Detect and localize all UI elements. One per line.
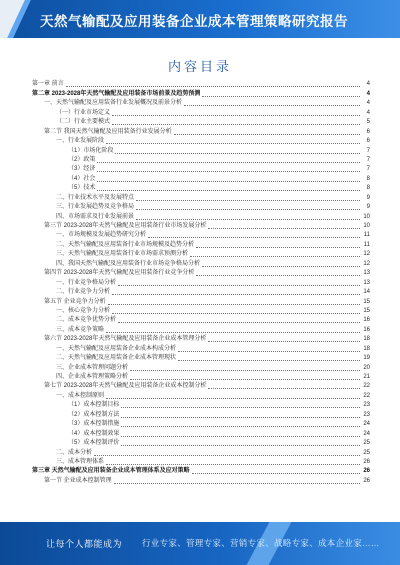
toc-entry[interactable] [32, 410, 370, 419]
toc-leader-dots [184, 104, 360, 106]
toc-entry-page: 18 [363, 336, 370, 343]
toc-leader-dots [94, 454, 360, 456]
toc-leader-dots [106, 331, 360, 333]
toc-leader-dots [112, 123, 360, 125]
toc-leader-dots [196, 246, 360, 248]
toc-entry-page: 26 [363, 458, 370, 465]
toc-entry-page: 20 [363, 364, 370, 371]
toc-leader-dots [97, 189, 360, 191]
toc-entry-page: 19 [363, 355, 370, 362]
toc-leader-dots [108, 303, 360, 305]
toc-entry-text: 一、行业发展阶段 [56, 138, 105, 145]
toc-leader-dots [121, 425, 360, 427]
toc-entry-text: 第四节 2023-2028年天然气输配及应用装备行业竞争分析 [44, 270, 195, 277]
toc-entry[interactable] [32, 174, 370, 183]
toc-entry[interactable] [32, 401, 370, 410]
toc-entry[interactable] [32, 297, 370, 306]
toc-leader-dots [190, 255, 360, 257]
toc-entry[interactable] [32, 127, 370, 136]
toc-leader-dots [106, 142, 360, 144]
toc-entry-page: 15 [363, 298, 370, 305]
toc-entry[interactable] [32, 184, 370, 193]
toc-leader-dots [196, 274, 360, 276]
toc-leader-dots [202, 265, 360, 267]
toc-entry-text: 第三节 2023-2028年天然气输配及应用装备行业市场发展分析 [44, 223, 207, 229]
toc-entry-page: 4 [366, 109, 370, 116]
toc-entry-text: 一、天然气输配及应用装备行业发展概况及前景分析 [44, 100, 183, 107]
toc-entry-text: 四、企业成本管理策略分析 [56, 374, 129, 380]
toc-leader-dots [121, 406, 360, 408]
toc-entry-page: 8 [366, 175, 370, 182]
toc-entry-text: （4）社会 [68, 175, 96, 182]
toc-entry-text: （5）成本控制评价 [68, 440, 120, 447]
toc-leader-dots [174, 133, 360, 135]
toc-leader-dots [208, 387, 360, 389]
toc-entry-page: 10 [363, 223, 370, 229]
toc-leader-dots [121, 444, 360, 446]
toc-leader-dots [130, 378, 360, 380]
table-of-contents [32, 80, 370, 486]
toc-leader-dots [192, 472, 360, 474]
toc-leader-dots [112, 312, 360, 314]
toc-entry-text: （4）成本控制效果 [68, 430, 120, 437]
toc-entry-text: （3）成本控制措施 [68, 421, 120, 428]
toc-leader-dots [208, 227, 360, 229]
toc-entry-page: 25 [363, 440, 370, 447]
toc-entry-page: 21 [363, 374, 370, 380]
toc-entry-text: 三、成本竞争策略 [56, 326, 105, 333]
toc-entry[interactable] [32, 80, 370, 89]
report-title: 天然气输配及应用装备企业成本管理策略研究报告 [40, 14, 348, 29]
toc-entry[interactable] [32, 307, 370, 316]
toc-entry-text: 二、行业竞争力分析 [56, 289, 111, 296]
toc-entry[interactable] [32, 165, 370, 174]
toc-leader-dots [136, 199, 360, 201]
toc-entry-page: 4 [366, 100, 370, 107]
toc-leader-dots [118, 284, 360, 286]
toc-entry[interactable] [32, 222, 370, 231]
toc-entry-page: 10 [363, 213, 370, 220]
toc-entry-page: 16 [363, 317, 370, 324]
toc-leader-dots [208, 340, 360, 342]
toc-entry[interactable] [32, 99, 370, 108]
toc-entry-text: 四、我国天然气输配及应用装备行业市场竞争格局分析 [56, 260, 201, 267]
toc-entry-text: （2）成本控制方法 [68, 411, 120, 418]
toc-entry-page: 24 [363, 421, 370, 428]
toc-entry-page: 7 [366, 166, 370, 173]
toc-entry-text: 第一章 前言 [32, 81, 64, 88]
toc-entry[interactable] [32, 344, 370, 353]
toc-entry-text: （二）行业主要模式 [56, 119, 111, 126]
toc-entry-text: 三、成本管理体系 [56, 458, 105, 465]
footer-slogan-right: 行业专家、管理专家、营销专家、战略专家、成本企业家…… [142, 538, 380, 548]
toc-entry[interactable] [32, 363, 370, 372]
toc-entry[interactable] [32, 467, 370, 476]
toc-leader-dots [148, 236, 360, 238]
toc-entry-text: （1）市场化阶段 [68, 147, 114, 154]
toc-leader-dots [97, 180, 360, 182]
toc-entry-text: 二、天然气输配及应用装备企业成本管理现状 [56, 355, 177, 362]
toc-entry-text: 一、行业竞争格局分析 [56, 279, 117, 286]
toc-entry[interactable] [32, 212, 370, 221]
toc-entry-page: 8 [366, 185, 370, 192]
toc-entry-page: 18 [363, 345, 370, 352]
toc-entry-text: 二、成本分析 [56, 449, 93, 456]
toc-entry-page: 7 [366, 156, 370, 163]
toc-entry[interactable] [32, 137, 370, 146]
toc-entry[interactable] [32, 231, 370, 240]
toc-entry[interactable] [32, 269, 370, 278]
toc-entry-page: 6 [366, 128, 370, 135]
toc-entry-page: 5 [366, 119, 370, 126]
toc-entry-text: （1）成本控制目标 [68, 402, 120, 409]
toc-entry[interactable] [32, 118, 370, 127]
toc-entry[interactable] [32, 250, 370, 259]
toc-entry-text: （5）技术 [68, 185, 96, 192]
toc-entry-text: 二、天然气输配及应用装备行业市场规模及趋势分析 [56, 241, 195, 248]
toc-leader-dots [121, 435, 360, 437]
toc-entry-page: 11 [363, 241, 370, 248]
toc-entry-page: 13 [363, 279, 370, 286]
toc-leader-dots [178, 350, 360, 352]
toc-entry-text: 第二章 2023-2028年天然气输配及应用装备市场前景及趋势预测 [32, 90, 201, 97]
toc-entry-text: 四、市场需求及行业发展前景 [56, 213, 135, 220]
toc-entry-page: 12 [363, 260, 370, 267]
toc-entry-text: 一、天然气输配及应用装备企业成本构成分析 [56, 345, 177, 352]
toc-leader-dots [66, 85, 360, 87]
toc-entry-page: 15 [363, 307, 370, 314]
toc-entry[interactable] [32, 476, 370, 485]
toc-leader-dots [97, 170, 360, 172]
toc-entry-text: 三、企业成本管理问题分析 [56, 364, 129, 371]
toc-entry-text: 第一节 企业成本控制管理 [44, 477, 112, 484]
toc-entry-text: 一、成本控制原则 [56, 392, 105, 399]
footer-slogan-left: 让每个人都能成为 [46, 539, 123, 549]
toc-entry-page: 13 [363, 270, 370, 277]
toc-leader-dots [106, 463, 360, 465]
toc-entry[interactable] [32, 420, 370, 429]
toc-entry-page: 25 [363, 449, 370, 456]
toc-entry-text: 三、天然气输配及应用装备行业市场需求预测分析 [56, 251, 189, 258]
toc-leader-dots [114, 482, 360, 484]
toc-entry-page: 22 [363, 392, 370, 399]
toc-entry-text: 第七节 2023-2028年天然气输配及应用装备企业成本控制分析 [44, 383, 207, 390]
toc-entry[interactable] [32, 316, 370, 325]
toc-entry-text: （一）行业市场定义 [56, 109, 111, 116]
toc-entry[interactable] [32, 354, 370, 363]
toc-entry[interactable] [32, 203, 370, 212]
toc-entry-page: 14 [363, 289, 370, 296]
toc-entry-page: 4 [366, 81, 370, 88]
toc-entry-page: 23 [363, 411, 370, 418]
toc-title: 内容目录 [167, 59, 232, 74]
toc-entry-page: 24 [363, 430, 370, 437]
toc-entry[interactable] [32, 240, 370, 249]
toc-entry-page: 23 [363, 402, 370, 409]
toc-leader-dots [115, 152, 360, 154]
toc-entry-page: 26 [363, 468, 370, 475]
toc-entry[interactable] [32, 259, 370, 268]
toc-leader-dots [106, 397, 360, 399]
toc-leader-dots [202, 95, 360, 97]
toc-entry-text: 一、市场规模及发展趋势研究分析 [56, 232, 147, 239]
toc-entry[interactable] [32, 429, 370, 438]
report-footer [0, 522, 400, 565]
toc-entry[interactable] [32, 156, 370, 165]
toc-entry-page: 12 [363, 251, 370, 258]
toc-entry[interactable] [32, 146, 370, 155]
toc-entry-text: （3）经济 [68, 166, 96, 173]
toc-entry-text: 第五节 企业竞争力分析 [44, 298, 106, 305]
toc-leader-dots [136, 218, 360, 220]
toc-entry-text: 二、成本竞争优势分析 [56, 317, 117, 324]
toc-entry-page: 6 [366, 138, 370, 145]
toc-entry[interactable] [32, 108, 370, 117]
toc-leader-dots [118, 321, 360, 323]
toc-entry-text: 第二节 我国天然气输配及应用装备行业发展分析 [44, 128, 172, 135]
toc-entry[interactable] [32, 278, 370, 287]
toc-entry[interactable] [32, 288, 370, 297]
toc-entry-text: 三、行业发展趋势及竞争格局 [56, 204, 135, 211]
toc-entry[interactable] [32, 373, 370, 382]
toc-entry-text: （2）政策 [68, 156, 96, 163]
toc-entry-page: 11 [363, 232, 370, 239]
toc-entry[interactable] [32, 89, 370, 98]
toc-entry[interactable] [32, 391, 370, 400]
toc-entry-text: 二、行业技术水平及发展特点 [56, 194, 135, 201]
toc-entry-page: 26 [363, 477, 370, 484]
toc-entry-page: 9 [366, 204, 370, 211]
toc-leader-dots [112, 114, 360, 116]
toc-leader-dots [121, 416, 360, 418]
toc-entry-page: 4 [366, 90, 370, 97]
report-header [0, 0, 400, 38]
toc-entry[interactable] [32, 335, 370, 344]
toc-entry[interactable] [32, 193, 370, 202]
toc-entry[interactable] [32, 325, 370, 334]
toc-entry[interactable] [32, 439, 370, 448]
toc-leader-dots [130, 369, 360, 371]
toc-entry-text: 第三章 天然气输配及应用装备企业成本管理体系及应对策略 [32, 468, 190, 475]
toc-leader-dots [178, 359, 360, 361]
toc-entry[interactable] [32, 382, 370, 391]
toc-entry[interactable] [32, 458, 370, 467]
toc-entry-page: 9 [366, 194, 370, 201]
toc-entry-text: 一、核心竞争力分析 [56, 307, 111, 314]
toc-entry-text: 第六节 2023-2028年天然气输配及应用装备企业成本管理分析 [44, 336, 207, 343]
toc-entry-page: 7 [366, 147, 370, 154]
toc-leader-dots [97, 161, 360, 163]
toc-entry-page: 16 [363, 326, 370, 333]
toc-leader-dots [112, 293, 360, 295]
toc-entry-page: 22 [363, 383, 370, 390]
toc-leader-dots [136, 208, 360, 210]
toc-entry[interactable] [32, 448, 370, 457]
